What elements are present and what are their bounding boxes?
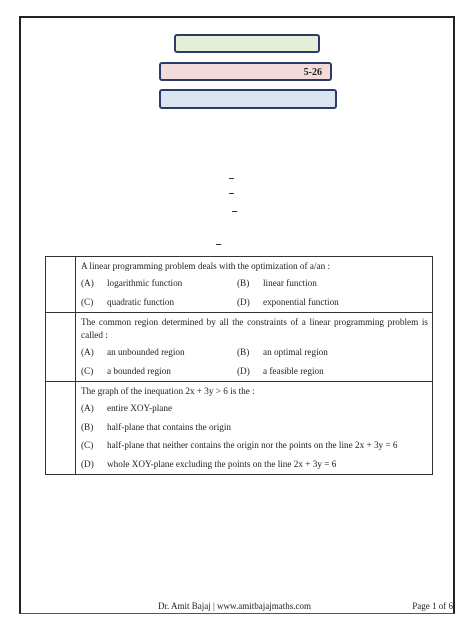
option-key: (A) <box>81 278 94 289</box>
option-text: whole XOY-plane excluding the points on the line 2x + 3y = 6 <box>107 458 337 469</box>
option-text: a bounded region <box>107 365 171 376</box>
title-box-pink <box>159 62 332 81</box>
question-text: The graph of the inequation 2x + 3y > 6 is the : <box>81 385 255 396</box>
question-cell <box>76 381 433 474</box>
option-key: (D) <box>237 365 250 376</box>
option-text: logarithmic function <box>107 278 183 289</box>
option-key: (C) <box>81 296 94 307</box>
dash-mark <box>229 193 234 194</box>
question-number-cell <box>46 313 76 382</box>
option-text: half-plane that neither contains the origin nor the points on the line 2x + 3y = 6 <box>107 440 398 451</box>
option-text: exponential function <box>263 296 339 307</box>
option-key: (D) <box>81 458 94 469</box>
footer-author: Dr. Amit Bajaj | www.amitbajajmaths.com <box>158 601 311 611</box>
question-cell <box>76 313 433 382</box>
footer-page-number: Page 1 of 6 <box>412 601 453 611</box>
option-text: an unbounded region <box>107 347 185 358</box>
option-text: an optimal region <box>263 347 328 358</box>
code-label: 5-26 <box>303 67 322 78</box>
question-text: The common region determined by all the constraints of a linear programming problem is called : <box>81 317 428 340</box>
title-box-blue <box>159 89 337 109</box>
dash-mark <box>229 178 234 179</box>
option-key: (B) <box>237 347 250 358</box>
option-text: a feasible region <box>263 365 324 376</box>
option-key: (D) <box>237 296 250 307</box>
question-row <box>46 381 433 474</box>
option-key: (C) <box>81 440 94 451</box>
question-number-cell <box>46 381 76 474</box>
option-text: quadratic function <box>107 296 175 307</box>
options-list <box>81 402 428 470</box>
question-row <box>46 313 433 382</box>
option-key: (C) <box>81 365 94 376</box>
question-cell <box>76 257 433 313</box>
option-text: linear function <box>263 278 317 289</box>
question-text: A linear programming problem deals with the optimization of a/an : <box>81 261 331 271</box>
options-grid <box>81 346 428 377</box>
option-key: (A) <box>81 403 94 414</box>
option-key: (A) <box>81 347 94 358</box>
option-key: (B) <box>237 278 250 289</box>
question-row <box>46 257 433 313</box>
dash-mark <box>216 244 221 245</box>
options-grid <box>81 277 428 308</box>
dash-mark <box>232 211 237 212</box>
option-text: half-plane that contains the origin <box>107 421 231 432</box>
question-number-cell <box>46 257 76 313</box>
option-key: (B) <box>81 421 94 432</box>
title-box-green <box>174 34 320 53</box>
option-text: entire XOY-plane <box>107 403 173 414</box>
questions-table <box>45 256 433 475</box>
